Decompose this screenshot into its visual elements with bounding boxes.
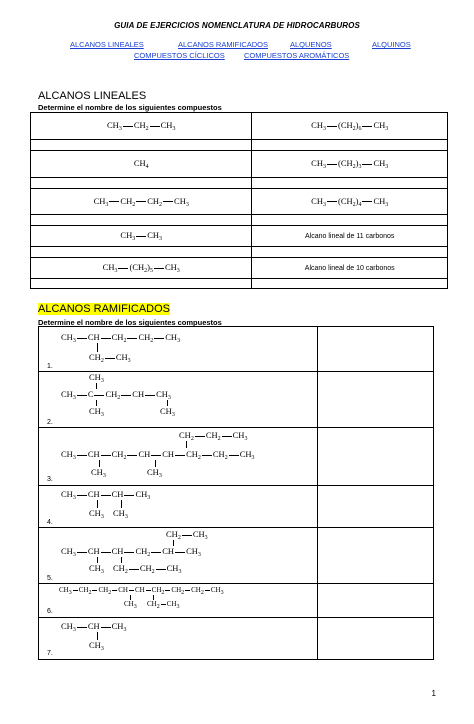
instruction-lineales: Determine el nombre de los siguientes compuestos	[38, 103, 222, 112]
structure-5: $CH_2$ $CH_3$ $CH_3$ CH CH $CH_2$ CH $CH_3$ $CH_3$ $CH_2$ $CH_2$ $CH_3$	[61, 529, 208, 575]
answer-cell[interactable]	[252, 140, 448, 151]
ramificados-table	[38, 326, 434, 660]
formula-cell: $CH_3$ $CH_3$	[31, 226, 252, 247]
item-number: 1.	[47, 363, 53, 370]
structure-2: $CH_3$ $CH_3$ C $CH_2$ CH $CH_3$ $CH_3$ $CH_3$	[61, 372, 175, 418]
answer-cell[interactable]	[31, 178, 252, 189]
link-compuestos-ciclicos[interactable]: COMPUESTOS CÍCLICOS	[134, 51, 225, 60]
answer-cell[interactable]	[318, 618, 434, 660]
item-number: 6.	[47, 608, 53, 615]
formula-cell: $CH_3$ $(CH_2)_3$ $CH_3$	[252, 151, 448, 178]
item-number: 7.	[47, 650, 53, 657]
lineales-table	[30, 112, 448, 289]
page-number: 1	[431, 689, 436, 698]
link-alquenos[interactable]: ALQUENOS	[290, 40, 332, 49]
link-alcanos-ramificados[interactable]: ALCANOS RAMIFICADOS	[178, 40, 269, 49]
section-heading-lineales: ALCANOS LINEALES	[38, 90, 147, 102]
instruction-ramificados: Determine el nombre de los siguientes compuestos	[38, 318, 222, 327]
structure-1: $CH_3$ CH $CH_2$ $CH_2$ $CH_3$ $CH_2$ $CH_3$	[61, 332, 181, 364]
answer-cell[interactable]	[252, 215, 448, 226]
item-number: 4.	[47, 519, 53, 526]
answer-cell[interactable]	[31, 247, 252, 258]
answer-cell[interactable]	[252, 247, 448, 258]
answer-cell[interactable]	[318, 327, 434, 371]
structure-4: $CH_3$ CH CH $CH_3$ $CH_3$ $CH_3$	[61, 489, 151, 520]
description-cell: Alcano lineal de 10 carbonos	[252, 258, 448, 279]
link-compuestos-aromaticos[interactable]: COMPUESTOS AROMÁTICOS	[244, 51, 350, 60]
answer-cell[interactable]	[318, 372, 434, 427]
item-number: 3.	[47, 476, 53, 483]
section-heading-ramificados: ALCANOS RAMIFICADOS	[38, 303, 171, 315]
structure-6: $CH_3$ $CH_2$ $CH_2$ CH CH $CH_2$ $CH_2$ $CH_2$ $CH_3$ $CH_3$ $CH_2$ $CH_3$	[59, 586, 224, 610]
description-cell: Alcano lineal de 11 carbonos	[252, 226, 448, 247]
formula-cell: $CH_3$ $CH_2$ $CH_2$ $CH_3$	[31, 189, 252, 215]
answer-cell[interactable]	[318, 486, 434, 527]
answer-cell[interactable]	[252, 178, 448, 189]
structure-3: $CH_2$ $CH_2$ $CH_3$ $CH_3$ CH $CH_2$ CH CH $CH_2$ $CH_2$ $CH_3$ $CH_3$ $CH_3$	[61, 430, 255, 479]
formula-cell: $CH_3$ $(CH_2)_4$ $CH_3$	[252, 189, 448, 215]
link-alquinos[interactable]: ALQUINOS	[372, 40, 411, 49]
item-number: 5.	[47, 575, 53, 582]
item-number: 2.	[47, 419, 53, 426]
document-title: GUIA DE EJERCICIOS NOMENCLATURA DE HIDROCARBUROS	[114, 21, 360, 30]
answer-cell[interactable]	[252, 279, 448, 289]
answer-cell[interactable]	[31, 140, 252, 151]
answer-cell[interactable]	[31, 279, 252, 289]
answer-cell[interactable]	[31, 215, 252, 226]
answer-cell[interactable]	[318, 528, 434, 583]
answer-cell[interactable]	[318, 584, 434, 617]
answer-cell[interactable]	[318, 428, 434, 485]
formula-cell: $CH_3$ $(CH_2)_5$ $CH_3$	[31, 258, 252, 279]
formula-cell: $CH_3$ $(CH_2)_6$ $CH_3$	[252, 113, 448, 140]
structure-7: $CH_3$ CH $CH_3$ $CH_3$	[61, 621, 127, 652]
formula-cell: $CH_4$	[31, 151, 252, 178]
formula-cell: $CH_3$ $CH_2$ $CH_3$	[31, 113, 252, 140]
link-alcanos-lineales[interactable]: ALCANOS LINEALES	[70, 40, 144, 49]
